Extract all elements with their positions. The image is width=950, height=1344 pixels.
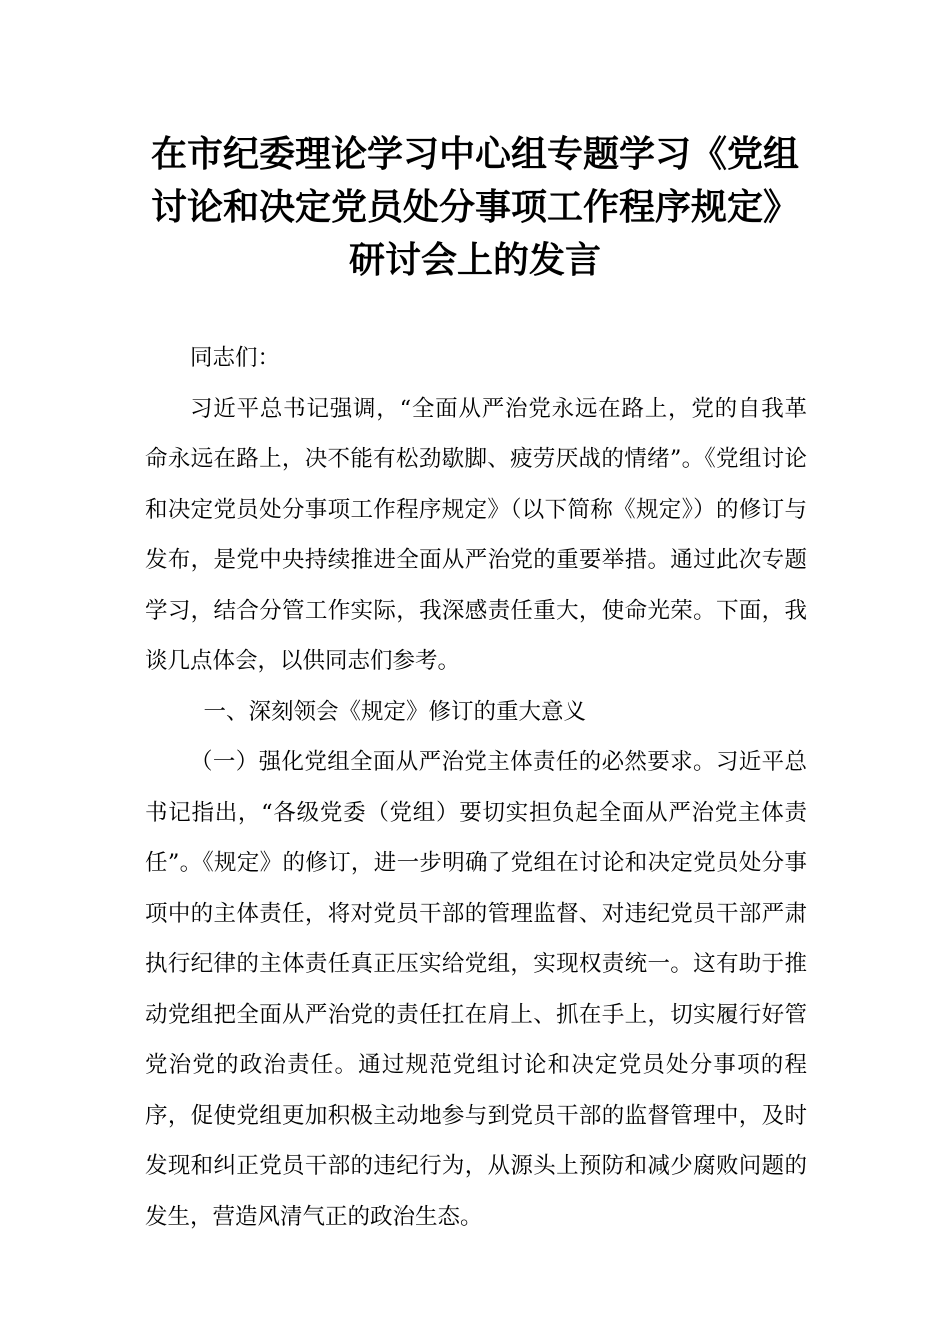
document-body xyxy=(145,333,807,1242)
title-line-1: 在市纪委理论学习中心组专题学习《党组 xyxy=(150,134,799,175)
title-line-2: 讨论和决定党员处分事项工作程序规定》 xyxy=(150,187,799,228)
salutation: 同志们： xyxy=(190,345,281,371)
section-heading: 一、深刻领会《规定》修订的重大意义 xyxy=(203,698,587,725)
document-title xyxy=(130,128,820,287)
intro-paragraph: 习近平总书记强调，“全面从严治党永远在路上，党的自我革命永远在路上，决不能有松劲歇脚、疲劳厌战的情绪”。《党组讨论和决定党员处分事项工作程序规定》（以下简称《规定》）的修订与发布，是党中央持续推进全面从严治党的重要举措。通过此次专题学习，结合分管工作实际，我深感责任重大，使命光荣。下面，我谈几点体会，以供同志们参考。 xyxy=(145,395,807,674)
subsection-paragraph: （一）强化党组全面从严治党主体责任的必然要求。习近平总书记指出，“各级党委（党组）要切实担负起全面从严治党主体责任”。《规定》的修订，进一步明确了党组在讨论和决定党员处分事项中的主体责任，将对党员干部的管理监督、对违纪党员干部严肃执行纪律的主体责任真正压实给党组，实现权责统一。这有助于推动党组把全面从严治党的责任扛在肩上、抓在手上，切实履行好管党治党的政治责任。通过规范党组讨论和决定党员处分事项的程序，促使党组更加积极主动地参与到党员干部的监督管理中，及时发现和纠正党员干部的违纪行为，从源头上预防和减少腐败问题的发生，营造风清气正的政治生态。 xyxy=(145,749,807,1230)
title-line-3: 研讨会上的发言 xyxy=(348,240,601,281)
